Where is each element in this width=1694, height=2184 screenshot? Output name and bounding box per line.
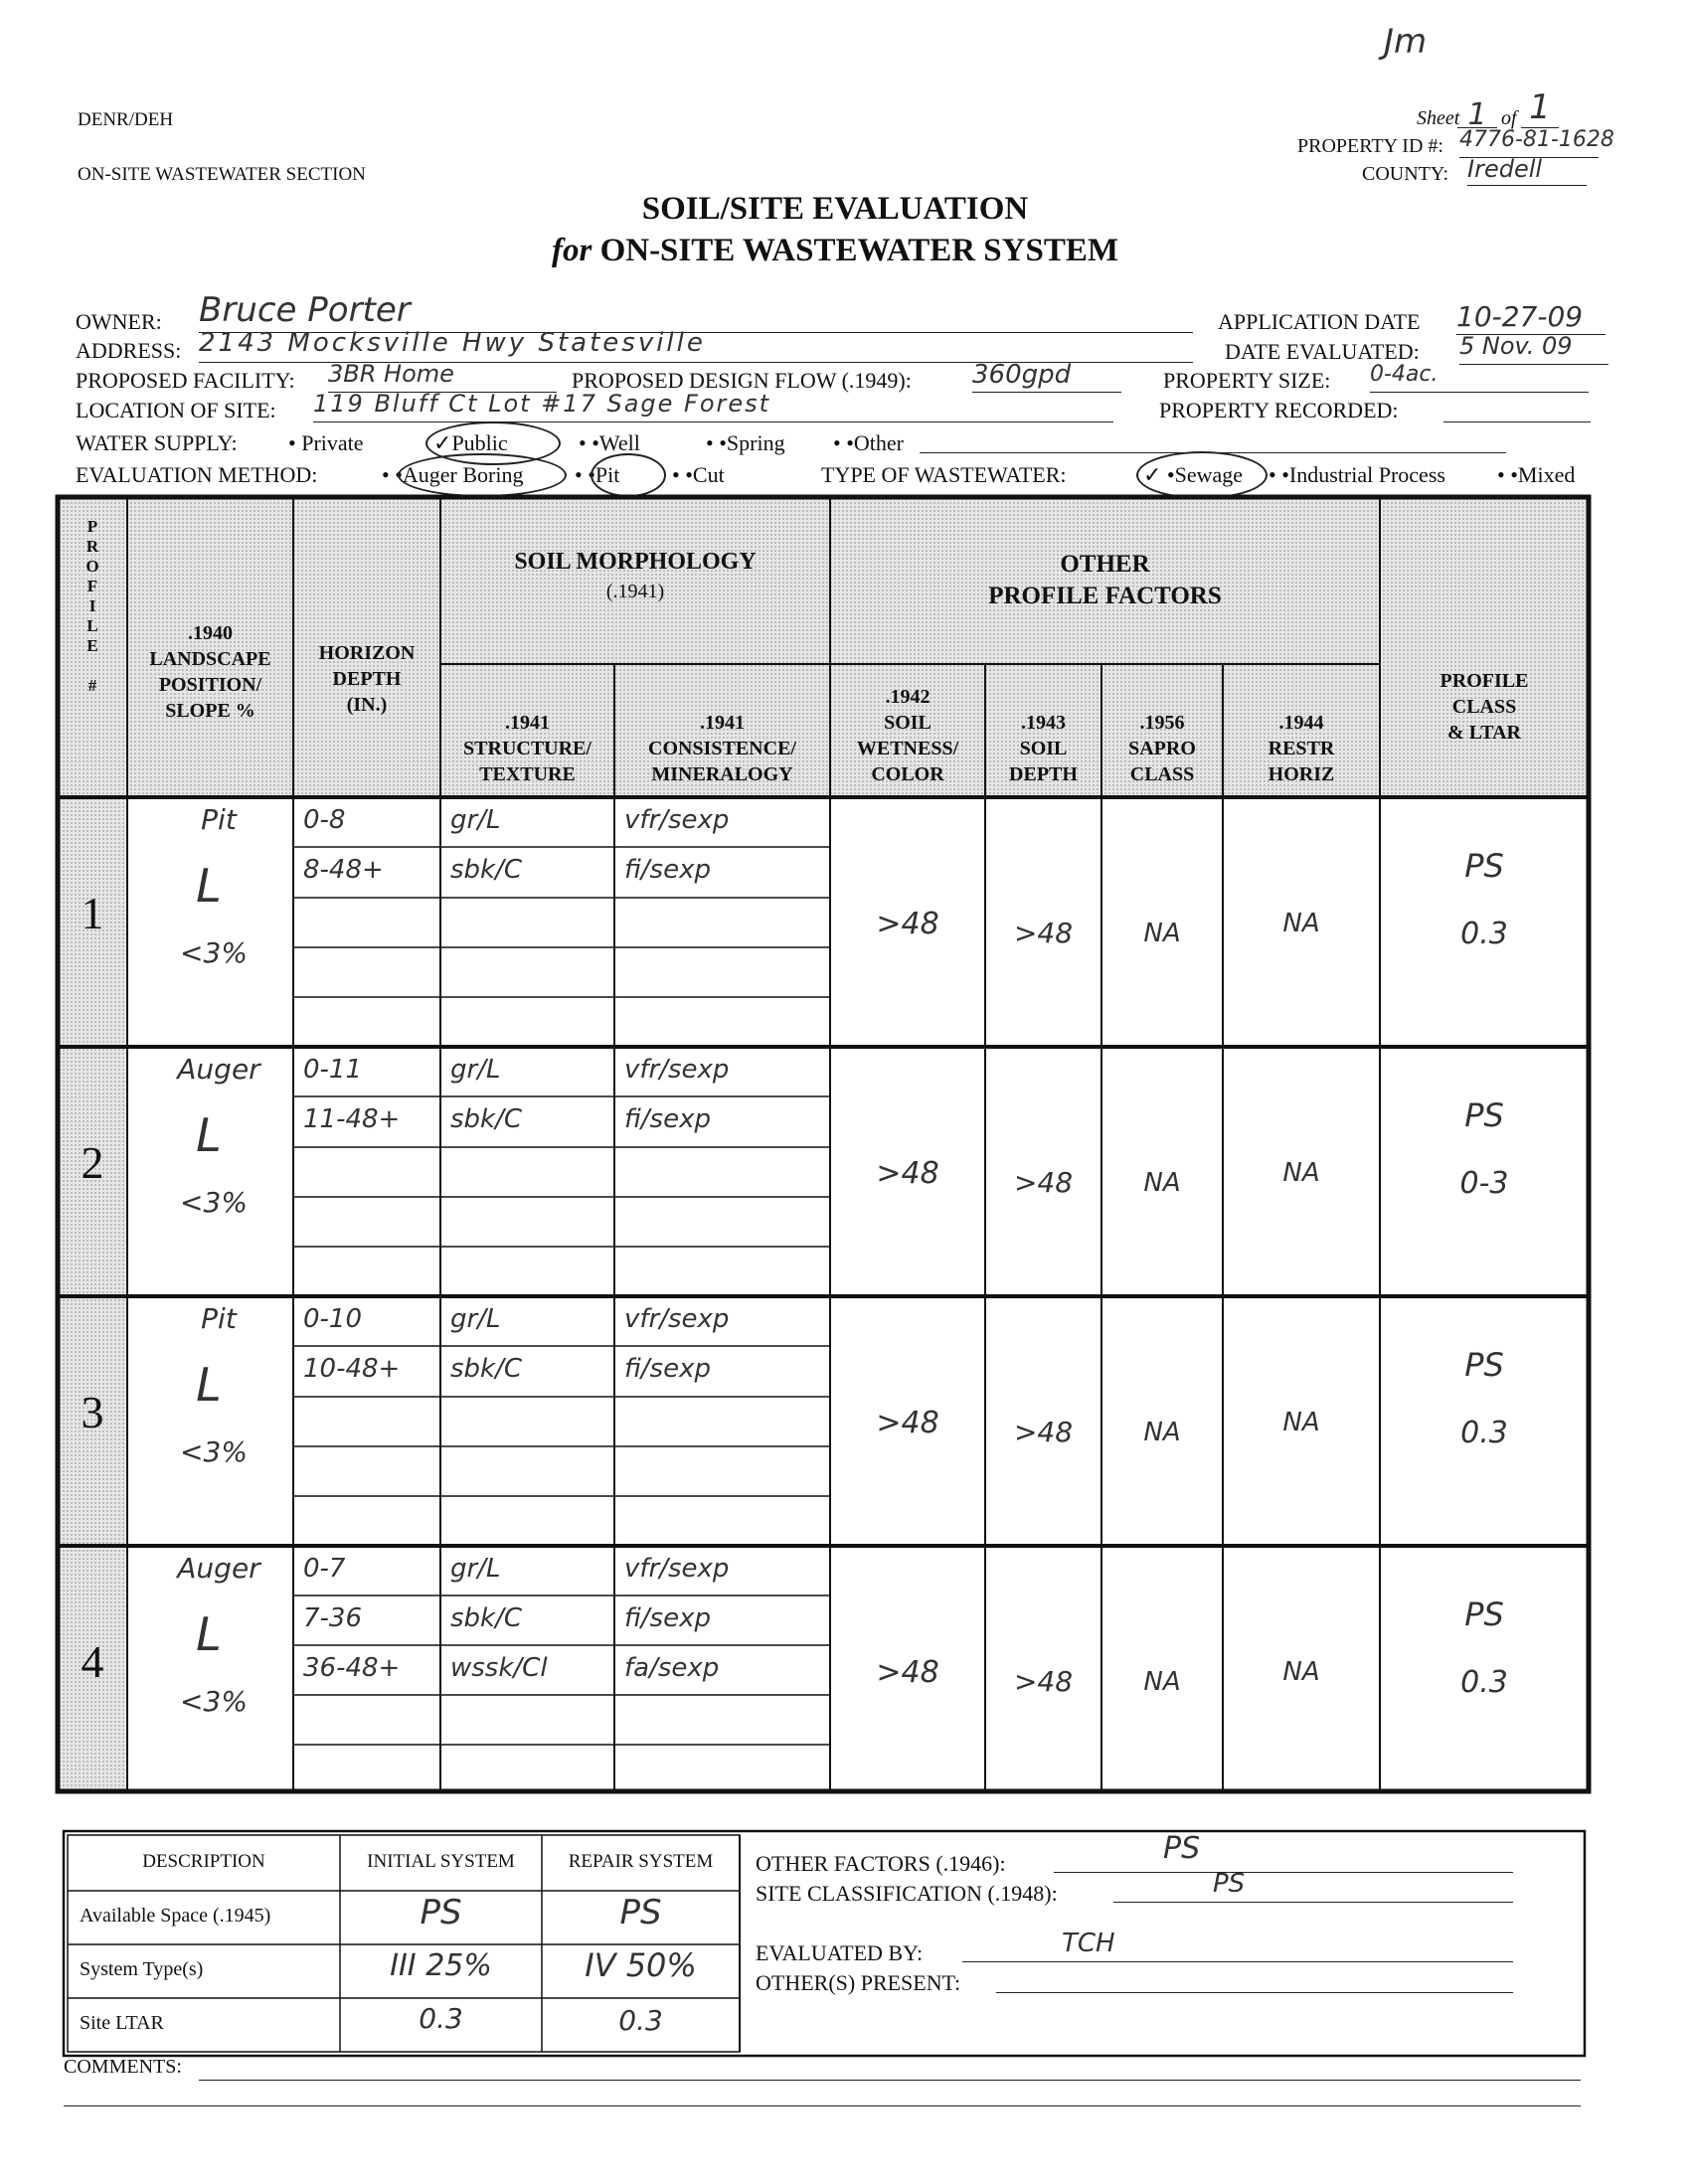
profile-number: 4 — [81, 1636, 104, 1687]
restr-horiz[interactable]: NA — [1282, 1408, 1320, 1437]
horizon-depth[interactable]: 8-48+ — [303, 855, 384, 886]
sapro-header: .1956 SAPRO CLASS — [1128, 712, 1196, 785]
structure-texture[interactable]: sbk/C — [450, 1354, 523, 1385]
waste-option-mixed[interactable]: • •Mixed — [1497, 462, 1576, 487]
landscape-position[interactable]: L — [196, 1108, 222, 1162]
water-option-other-label: Other — [853, 430, 904, 455]
date-evaluated-label: DATE EVALUATED: — [1225, 339, 1420, 364]
landscape-slope[interactable]: <3% — [180, 936, 248, 969]
waste-option-sewage[interactable]: ✓ •Sewage — [1143, 462, 1244, 487]
others-present-field[interactable] — [996, 1962, 1513, 1993]
landscape-position[interactable]: L — [196, 1607, 222, 1661]
landscape-slope[interactable]: <3% — [180, 1186, 248, 1219]
subtitle-text: ON-SITE WASTEWATER SYSTEM — [599, 233, 1119, 268]
property-size-field[interactable]: 0-4ac. — [1370, 362, 1589, 393]
eval-option-pit[interactable]: • •Pit — [575, 462, 620, 487]
profile-number: 1 — [81, 888, 104, 938]
profile-header: P R O F I L E # — [85, 517, 99, 695]
sapro-class[interactable]: NA — [1143, 1168, 1181, 1198]
structure-texture[interactable]: sbk/C — [450, 1104, 523, 1135]
location-label: LOCATION OF SITE: — [76, 398, 276, 422]
design-flow-field[interactable]: 360gpd — [972, 360, 1121, 393]
facility-field[interactable]: 3BR Home — [328, 360, 557, 393]
profile-class[interactable]: PS — [1464, 847, 1504, 885]
system-type-initial[interactable]: III 25% — [390, 1948, 492, 1983]
horizon-depth[interactable]: 0-10 — [303, 1304, 363, 1334]
consistence-mineralogy[interactable]: fi/sexp — [624, 1354, 711, 1385]
application-date-field[interactable]: 10-27-09 — [1456, 300, 1606, 335]
landscape-method[interactable]: Pit — [201, 1302, 237, 1335]
structure-texture[interactable]: gr/L — [450, 1554, 501, 1584]
wetness-header: .1942 SOIL WETNESS/ COLOR — [856, 686, 959, 785]
form-title: SOIL/SITE EVALUATION — [641, 191, 1029, 227]
horizon-depth[interactable]: 11-48+ — [303, 1104, 401, 1135]
landscape-position[interactable]: L — [196, 859, 222, 913]
water-option-spring-label: Spring — [726, 430, 785, 455]
of-label: of — [1501, 107, 1517, 129]
soil-wetness[interactable]: >48 — [876, 907, 939, 941]
property-recorded-label: PROPERTY RECORDED: — [1159, 398, 1399, 422]
restr-header: .1944 RESTR HORIZ — [1268, 712, 1335, 785]
available-space-repair[interactable]: PS — [619, 1893, 662, 1932]
site-classification-field[interactable]: PS — [1113, 1869, 1513, 1903]
site-ltar-initial[interactable]: 0.3 — [419, 2002, 463, 2035]
evaluation-method-label: EVALUATION METHOD: — [76, 462, 318, 487]
landscape-position[interactable]: L — [196, 1358, 222, 1412]
other-factors-field[interactable]: PS — [1054, 1831, 1513, 1873]
soil-depth-header: .1943 SOIL DEPTH — [1009, 712, 1078, 785]
structure-texture[interactable]: wssk/Cl — [450, 1653, 548, 1684]
wastewater-label: TYPE OF WASTEWATER: — [821, 462, 1067, 487]
soil-wetness[interactable]: >48 — [876, 1655, 939, 1690]
design-flow-label: PROPOSED DESIGN FLOW (.1949): — [572, 368, 912, 393]
water-option-public-label: Public — [451, 430, 508, 455]
date-evaluated-field[interactable]: 5 Nov. 09 — [1459, 332, 1609, 365]
horizon-depth[interactable]: 10-48+ — [303, 1354, 401, 1385]
water-option-public[interactable]: ✓Public — [433, 430, 508, 455]
structure-texture[interactable]: gr/L — [450, 1304, 501, 1334]
horizon-depth[interactable]: 36-48+ — [303, 1653, 401, 1684]
sheet-label: Sheet — [1417, 107, 1460, 129]
landscape-method[interactable]: Auger — [177, 1552, 260, 1585]
sapro-class[interactable]: NA — [1143, 1667, 1181, 1697]
water-option-well[interactable]: • •Well — [579, 430, 640, 455]
county-label: COUNTY: — [1362, 163, 1449, 185]
others-present-label: OTHER(S) PRESENT: — [756, 1970, 961, 1995]
structure-texture[interactable]: sbk/C — [450, 1603, 523, 1634]
system-type-repair[interactable]: IV 50% — [585, 1946, 697, 1984]
site-ltar-repair[interactable]: 0.3 — [618, 2004, 663, 2037]
consistence-mineralogy[interactable]: fi/sexp — [624, 855, 711, 886]
sapro-class[interactable]: NA — [1143, 1418, 1181, 1447]
structure-texture[interactable]: gr/L — [450, 805, 501, 835]
landscape-slope[interactable]: <3% — [180, 1435, 248, 1468]
consistence-mineralogy[interactable]: vfr/sexp — [624, 1554, 730, 1584]
restr-horiz[interactable]: NA — [1282, 909, 1320, 938]
site-classification-label: SITE CLASSIFICATION (.1948): — [756, 1881, 1058, 1906]
application-date-label: APPLICATION DATE — [1218, 309, 1421, 334]
profile-class[interactable]: PS — [1464, 1596, 1504, 1633]
subtitle-italic: for — [551, 233, 593, 268]
sheet-number: 1 — [1457, 97, 1497, 128]
consistence-mineralogy[interactable]: fa/sexp — [624, 1653, 720, 1684]
address-field[interactable]: 2143 Mocksville Hwy Statesville — [199, 328, 1193, 363]
eval-option-cut-label: Cut — [692, 462, 725, 487]
soil-depth[interactable]: >48 — [1013, 1665, 1074, 1698]
consistence-mineralogy[interactable]: vfr/sexp — [624, 1055, 730, 1085]
landscape-slope[interactable]: <3% — [180, 1685, 248, 1718]
site-ltar-label: Site LTAR — [80, 2012, 164, 2034]
sapro-class[interactable]: NA — [1143, 919, 1181, 948]
profile-ltar[interactable]: 0.3 — [1460, 1665, 1508, 1700]
profile-class[interactable]: PS — [1464, 1346, 1504, 1384]
landscape-method[interactable]: Auger — [177, 1053, 260, 1086]
consistence-mineralogy[interactable]: vfr/sexp — [624, 1304, 730, 1334]
initials-mark: Jm — [1384, 22, 1428, 62]
property-id-value[interactable]: 4776-81-1628 — [1459, 127, 1614, 152]
landscape-header: .1940 LANDSCAPE POSITION/ SLOPE % — [149, 622, 271, 722]
sheet-total: 1 — [1521, 87, 1559, 128]
consistence-mineralogy[interactable]: fi/sexp — [624, 1603, 711, 1634]
soil-depth[interactable]: >48 — [1013, 917, 1074, 949]
waste-option-sewage-label: Sewage — [1174, 462, 1244, 487]
structure-header: .1941 STRUCTURE/ TEXTURE — [463, 712, 592, 785]
eval-option-auger[interactable]: • •Auger Boring — [382, 462, 524, 487]
horizon-depth[interactable]: 0-8 — [303, 805, 346, 835]
soil-wetness[interactable]: >48 — [876, 1156, 939, 1191]
profile-class-header: PROFILE CLASS & LTAR — [1440, 670, 1529, 744]
available-space-initial[interactable]: PS — [420, 1893, 462, 1932]
water-option-spring[interactable]: • •Spring — [706, 430, 785, 455]
property-size-label: PROPERTY SIZE: — [1163, 368, 1331, 393]
evaluated-by-field[interactable]: TCH — [962, 1929, 1513, 1962]
horizon-depth[interactable]: 0-7 — [303, 1554, 346, 1584]
evaluated-by-label: EVALUATED BY: — [756, 1940, 924, 1965]
comments-field[interactable] — [199, 2050, 1581, 2081]
horizon-header: HORIZON DEPTH (IN.) — [318, 642, 416, 716]
profile-number: 3 — [81, 1387, 104, 1437]
consistence-mineralogy[interactable]: fi/sexp — [624, 1104, 711, 1135]
description-header: DESCRIPTION — [142, 1851, 265, 1872]
profile-number: 2 — [81, 1137, 104, 1188]
other-factors-header: OTHER PROFILE FACTORS — [988, 551, 1222, 609]
soil-wetness[interactable]: >48 — [876, 1406, 939, 1440]
soil-depth[interactable]: >48 — [1013, 1416, 1074, 1448]
owner-label: OWNER: — [76, 309, 162, 334]
eval-option-pit-label: Pit — [594, 462, 620, 487]
water-option-private[interactable]: • Private — [288, 430, 364, 455]
location-field[interactable]: 119 Bluff Ct Lot #17 Sage Forest — [313, 390, 1113, 422]
consistence-mineralogy[interactable]: vfr/sexp — [624, 805, 730, 835]
horizon-depth[interactable]: 7-36 — [303, 1603, 363, 1634]
profile-ltar[interactable]: 0.3 — [1460, 917, 1508, 951]
repair-system-header: REPAIR SYSTEM — [568, 1851, 714, 1872]
system-type-label: System Type(s) — [80, 1958, 204, 1980]
address-label: ADDRESS: — [76, 338, 182, 363]
soil-depth[interactable]: >48 — [1013, 1166, 1074, 1199]
water-supply-label: WATER SUPPLY: — [76, 430, 238, 455]
horizon-depth[interactable]: 0-11 — [303, 1055, 363, 1085]
initial-system-header: INITIAL SYSTEM — [367, 1851, 515, 1872]
soil-morphology-header: SOIL MORPHOLOGY (.1941) — [514, 549, 757, 602]
county-value[interactable]: Iredell — [1467, 155, 1587, 186]
facility-label: PROPOSED FACILITY: — [76, 368, 295, 393]
restr-horiz[interactable]: NA — [1282, 1657, 1320, 1687]
waste-option-industrial[interactable]: • •Industrial Process — [1269, 462, 1445, 487]
section-label: ON-SITE WASTEWATER SECTION — [78, 164, 366, 185]
restr-horiz[interactable]: NA — [1282, 1158, 1320, 1188]
eval-option-auger-label: Auger Boring — [402, 462, 524, 487]
waste-option-industrial-label: Industrial Process — [1288, 462, 1445, 487]
water-option-private-label: Private — [301, 430, 364, 455]
profile-class[interactable]: PS — [1464, 1096, 1504, 1134]
structure-texture[interactable]: sbk/C — [450, 855, 523, 886]
waste-option-mixed-label: Mixed — [1517, 462, 1576, 487]
available-space-label: Available Space (.1945) — [80, 1905, 271, 1927]
structure-texture[interactable]: gr/L — [450, 1055, 501, 1085]
consistence-header: .1941 CONSISTENCE/ MINERALOGY — [648, 712, 796, 785]
landscape-method[interactable]: Pit — [201, 803, 237, 836]
eval-option-cut[interactable]: • •Cut — [672, 462, 725, 487]
profile-ltar[interactable]: 0-3 — [1459, 1166, 1509, 1201]
profile-ltar[interactable]: 0.3 — [1460, 1416, 1508, 1450]
water-option-well-label: Well — [598, 430, 640, 455]
agency-label: DENR/DEH — [78, 109, 174, 130]
other-factors-label: OTHER FACTORS (.1946): — [756, 1851, 1006, 1876]
comments-line-2[interactable] — [64, 2105, 1581, 2106]
owner-field[interactable]: Bruce Porter — [199, 290, 1193, 333]
property-id-label: PROPERTY ID #: — [1297, 135, 1443, 157]
water-option-other[interactable]: • •Other — [833, 430, 904, 455]
comments-label: COMMENTS: — [64, 2056, 182, 2078]
